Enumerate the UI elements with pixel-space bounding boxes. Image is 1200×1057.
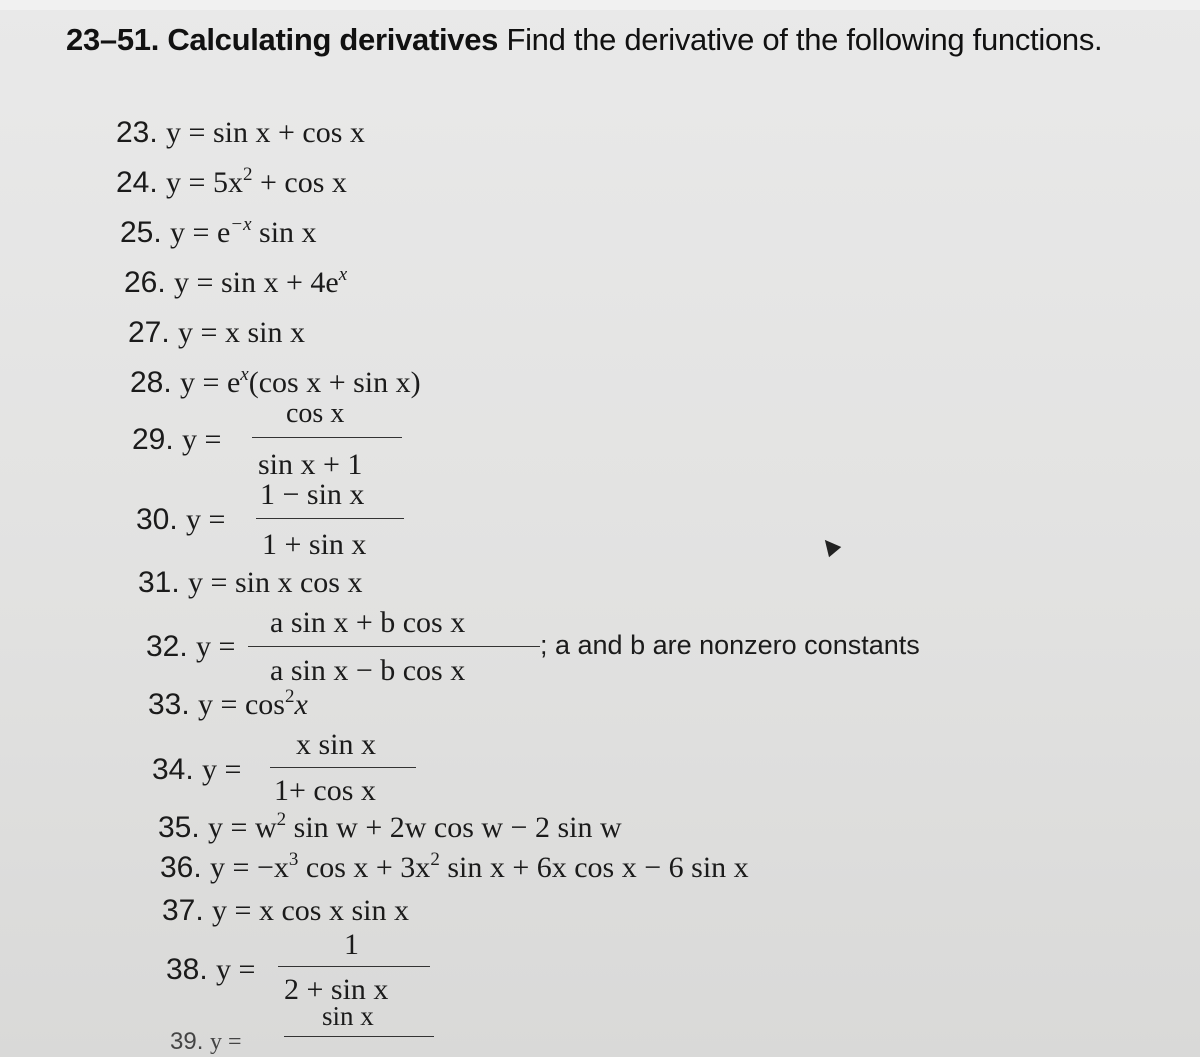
problem-37: 37. y = x cos x sin x	[162, 894, 409, 927]
problem-25: 25. $y = e^{-x}$ sin x	[120, 214, 317, 249]
numerator: sin x	[322, 1001, 374, 1031]
denominator: 2 + sin x	[284, 973, 389, 1006]
denominator: sin x + 1	[258, 448, 363, 481]
problem-26: 26. $y = \sin x + 4e^x$	[124, 264, 348, 299]
fraction-bar	[248, 646, 540, 647]
problem-36: 36. $y = -x^3$ $\cos x + 3x^2$ sin x + 6x cos x − 6 sin x	[160, 849, 749, 884]
denominator: 1 + sin x	[262, 528, 367, 561]
denominator: 1+ cos x	[274, 774, 376, 807]
problem-31: 31. y = sin x cos x	[138, 566, 363, 599]
fraction-bar	[252, 437, 402, 438]
problem-23: 23. y = sin x + cos x	[116, 116, 365, 149]
section-title: 23–51. Calculating derivatives	[66, 22, 499, 57]
problem-27: 27. y = x sin x	[128, 316, 305, 349]
section-header	[66, 22, 1176, 58]
numerator: a sin x + b cos x	[270, 606, 466, 639]
page-top-edge	[0, 0, 1200, 10]
constants-note: ; a and b are nonzero constants	[540, 630, 920, 660]
numerator: cos x	[286, 398, 345, 429]
mouse-pointer-icon	[819, 535, 842, 558]
problem-28: 28. $y = e^x(\cos$ x + sin x)	[130, 364, 421, 399]
problem-35: 35. $y = w^2$ sin w + 2w cos w − 2 sin w	[158, 809, 622, 844]
section-instructions: Find the derivative of the following functions.	[498, 22, 1103, 57]
fraction-bar	[284, 1036, 434, 1037]
denominator: a sin x − b cos x	[270, 654, 466, 687]
numerator: 1	[344, 928, 359, 961]
problem-24: 24. $y = 5x^2 + \cos x$	[116, 164, 347, 199]
problem-33: 33. $y = \cos^2x$	[148, 686, 308, 721]
numerator: x sin x	[296, 728, 377, 761]
fraction-bar	[270, 767, 416, 768]
fraction-bar	[278, 966, 430, 967]
fraction-bar	[256, 518, 404, 519]
numerator: 1 − sin x	[260, 478, 365, 511]
